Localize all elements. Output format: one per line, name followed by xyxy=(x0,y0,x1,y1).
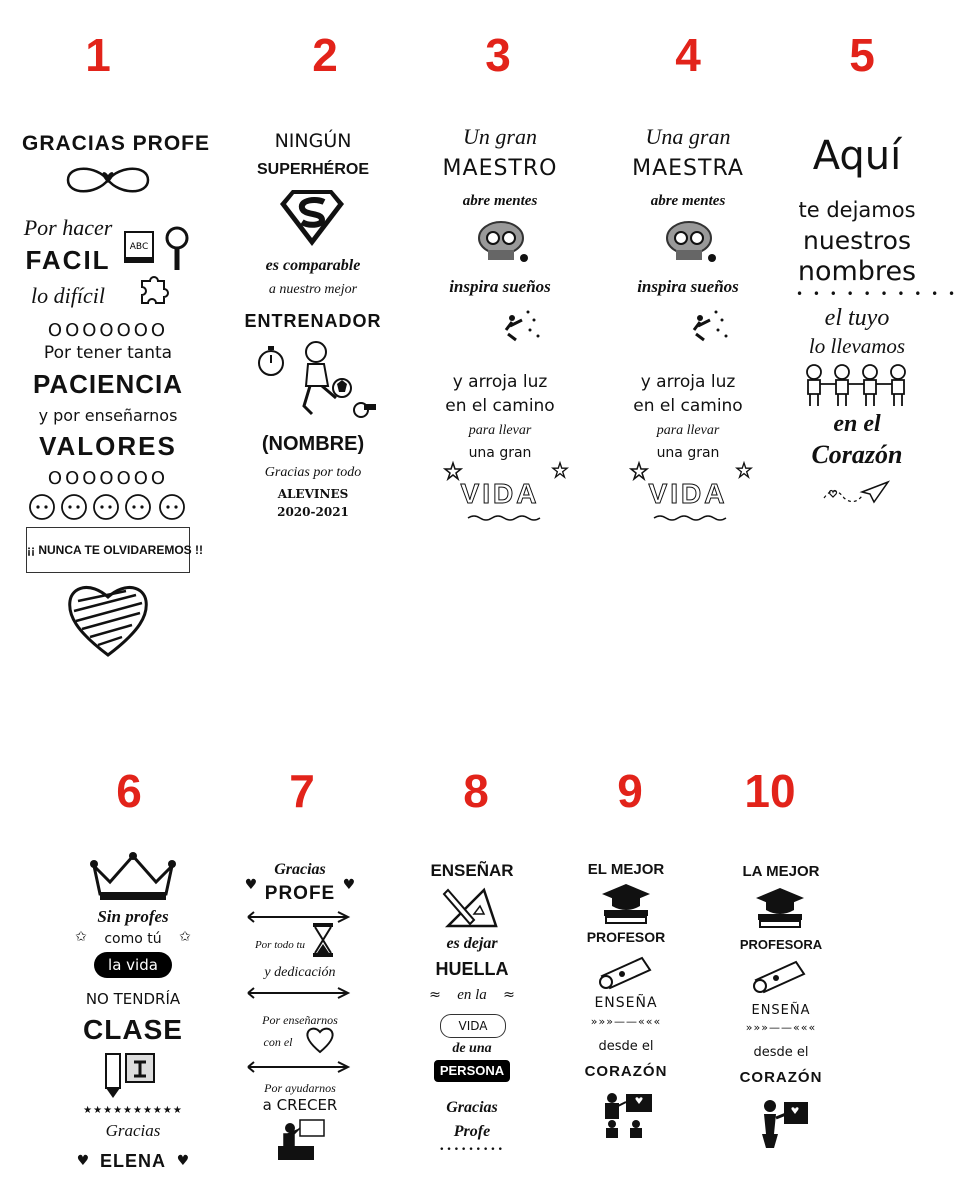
svg-text:ABC: ABC xyxy=(129,242,149,252)
text-line: abre mentes xyxy=(650,193,726,209)
diploma-icon xyxy=(596,954,656,990)
text-line: nuestros xyxy=(803,226,911,255)
decorative-circles: OOOOOOO xyxy=(47,320,169,341)
text-line: con el xyxy=(263,1035,293,1049)
text-line: a CRECER xyxy=(262,1096,338,1114)
design-number: 2 xyxy=(312,29,338,81)
design-card-9[interactable] xyxy=(574,860,678,1146)
text-line: de una xyxy=(452,1041,492,1056)
text-line: CLASE xyxy=(83,1014,183,1045)
text-line: ALEVINES xyxy=(277,487,349,501)
teacher-board-icon xyxy=(278,1118,326,1162)
text-line: ENSEÑAR xyxy=(430,861,514,880)
decorative-circles: OOOOOOO xyxy=(47,468,169,489)
text-line: inspira sueños xyxy=(637,277,739,296)
design-card-5[interactable] xyxy=(796,130,958,520)
heart-accent: ♥ xyxy=(244,877,258,893)
text-line: 2020-2021 xyxy=(277,505,349,519)
design-card-3[interactable] xyxy=(430,118,570,528)
moon-child-icon xyxy=(472,306,542,370)
design-number: 6 xyxy=(116,765,142,817)
puzzle-icon xyxy=(136,271,170,305)
star-icon xyxy=(736,462,752,478)
dotted-divider: • • • • • • • • • • xyxy=(796,287,958,301)
text-line: lo llevamos xyxy=(808,334,906,358)
text-line: PROFESOR xyxy=(586,929,666,945)
design-number: 9 xyxy=(617,765,643,817)
text-line: EL MEJOR xyxy=(587,861,665,878)
text-line: y dedicación xyxy=(264,965,336,980)
bracket-accent: ≈ xyxy=(429,987,441,1003)
star-accent: ✩ xyxy=(75,929,87,945)
design-card-7[interactable] xyxy=(240,858,360,1164)
arrow-divider: »»»——««« xyxy=(590,1015,662,1028)
paper-plane-icon xyxy=(822,478,892,508)
text-line: Por ayudarnos xyxy=(264,1081,336,1095)
text-line: en el xyxy=(833,411,881,437)
text-line: MAESTRA xyxy=(632,156,744,181)
highlight-pill: PERSONA xyxy=(434,1060,510,1082)
teacher-name: ELENA xyxy=(99,1151,166,1171)
stars-row: ★★★★★★★★★★ xyxy=(83,1105,183,1116)
pencil-icon xyxy=(100,1050,160,1100)
text-line: MAESTRO xyxy=(442,156,558,181)
graduation-cap-icon xyxy=(752,886,808,930)
text-line: ENSEÑA xyxy=(751,1003,811,1018)
text-line: lo difícil xyxy=(31,283,105,308)
design-card-1[interactable] xyxy=(22,125,211,665)
diploma-icon xyxy=(750,958,810,994)
text-line: es comparable xyxy=(265,257,361,274)
text-line: Gracias xyxy=(274,861,326,878)
soccer-player-icon xyxy=(290,340,354,418)
whistle-icon xyxy=(352,400,378,418)
text-line: Por hacer xyxy=(23,215,113,240)
kids-holding-hands-icon xyxy=(800,362,914,408)
text-line: VALORES xyxy=(39,431,177,461)
text-line: FACIL xyxy=(25,245,111,275)
brain-with-glasses-icon xyxy=(474,218,530,264)
text-line: Profe xyxy=(453,1123,491,1140)
text-line: una gran xyxy=(656,445,720,461)
text-line: desde el xyxy=(753,1045,809,1060)
text-line: NINGÚN xyxy=(274,130,352,152)
text-line: Gracias xyxy=(105,1121,161,1140)
design-number: 7 xyxy=(289,765,315,817)
text-line: PROFESORA xyxy=(739,937,823,952)
text-line: LA MEJOR xyxy=(742,863,820,880)
graduation-cap-icon xyxy=(598,882,654,926)
design-number: 4 xyxy=(675,29,701,81)
dotted-divider: ••••••••• xyxy=(439,1145,505,1155)
text-line: ENSEÑA xyxy=(594,995,658,1011)
book-icon xyxy=(122,229,156,265)
text-line: CORAZÓN xyxy=(584,1063,668,1080)
star-accent: ✩ xyxy=(179,929,191,945)
text-line: Un gran xyxy=(463,124,537,149)
arrow-icon xyxy=(246,910,354,924)
text-line: Por todo tu xyxy=(254,939,306,951)
text-line: el tuyo xyxy=(824,305,890,331)
title-text: GRACIAS PROFE xyxy=(22,132,211,155)
design-card-6[interactable] xyxy=(70,850,196,1180)
text-line: y por enseñarnos xyxy=(38,406,178,425)
text-line: VIDA xyxy=(648,478,728,509)
design-card-4[interactable] xyxy=(618,118,758,528)
design-card-2[interactable] xyxy=(238,128,388,528)
text-line: y arroja luz xyxy=(640,372,736,392)
text-line: Por enseñarnos xyxy=(262,1013,338,1027)
teacher-students-icon xyxy=(598,1092,654,1140)
magnifier-icon xyxy=(162,225,192,273)
bracket-accent: ≈ xyxy=(503,987,515,1003)
text-line: Gracias por todo xyxy=(264,465,362,480)
text-line: a nuestro mejor xyxy=(268,282,358,297)
name-placeholder: (NOMBRE) xyxy=(261,433,365,455)
text-line: inspira sueños xyxy=(449,277,551,296)
design-card-10[interactable] xyxy=(728,862,834,1158)
infinity-heart-icon xyxy=(56,163,160,197)
text-line: Sin profes xyxy=(97,907,169,926)
heart-accent: ♥ xyxy=(342,877,356,893)
ruler-pencil-icon xyxy=(444,886,500,928)
text-line: PROFE xyxy=(264,883,336,904)
text-line: abre mentes xyxy=(462,193,538,209)
children-icon xyxy=(26,489,190,529)
text-line: Corazón xyxy=(811,440,903,469)
wave-underline xyxy=(652,514,732,522)
star-icon xyxy=(444,462,462,480)
text-line: desde el xyxy=(598,1039,654,1054)
text-line: CORAZÓN xyxy=(739,1069,823,1086)
banner-box: ¡¡ NUNCA TE OLVIDAREMOS !! xyxy=(26,527,190,573)
text-line: HUELLA xyxy=(435,959,509,979)
text-line: para llevar xyxy=(656,423,720,438)
teacher-board-icon xyxy=(758,1098,810,1150)
star-icon xyxy=(552,462,568,478)
design-number: 1 xyxy=(85,29,111,81)
text-line: te dejamos xyxy=(798,198,916,222)
brain-with-glasses-icon xyxy=(662,218,718,264)
text-line: Gracias xyxy=(446,1099,498,1116)
design-number: 10 xyxy=(744,765,796,817)
hourglass-icon xyxy=(312,922,334,958)
arrow-divider: »»»——««« xyxy=(745,1021,817,1034)
text-line: para llevar xyxy=(468,423,532,438)
cloud-label: VIDA xyxy=(440,1014,506,1038)
text-line: Aquí xyxy=(812,133,902,179)
scribble-heart-icon xyxy=(66,581,150,659)
heart-outline-icon xyxy=(304,1026,336,1054)
text-line: en el camino xyxy=(633,396,743,416)
text-line: Una gran xyxy=(645,124,731,149)
wave-underline xyxy=(466,514,546,522)
superman-shield-icon xyxy=(278,188,346,248)
moon-child-icon xyxy=(660,306,730,370)
text-line: en el camino xyxy=(445,396,555,416)
star-icon xyxy=(630,462,648,480)
highlight-pill: la vida xyxy=(94,952,172,978)
text-line: como tú xyxy=(104,931,162,947)
text-line: ENTRENADOR xyxy=(244,311,382,331)
arrow-icon xyxy=(246,986,354,1000)
text-line: en la xyxy=(457,987,487,1003)
design-number: 3 xyxy=(485,29,511,81)
text-line: nombres xyxy=(797,256,917,287)
design-card-8[interactable] xyxy=(422,856,522,1156)
arrow-icon xyxy=(246,1060,354,1074)
text-line: una gran xyxy=(468,445,532,461)
heart-accent: ♥ xyxy=(176,1153,190,1169)
design-number: 8 xyxy=(463,765,489,817)
text-line: SUPERHÉROE xyxy=(256,161,370,178)
text-line: Por tener tanta xyxy=(43,343,173,363)
crown-icon xyxy=(88,852,178,902)
text-line: es dejar xyxy=(446,935,498,952)
text-line: NO TENDRÍA xyxy=(85,990,181,1008)
text-line: PACIENCIA xyxy=(32,369,184,399)
text-line: VIDA xyxy=(460,478,540,509)
text-line: y arroja luz xyxy=(452,372,548,392)
design-number: 5 xyxy=(849,29,875,81)
stopwatch-icon xyxy=(256,344,286,378)
heart-accent: ♥ xyxy=(76,1153,90,1169)
